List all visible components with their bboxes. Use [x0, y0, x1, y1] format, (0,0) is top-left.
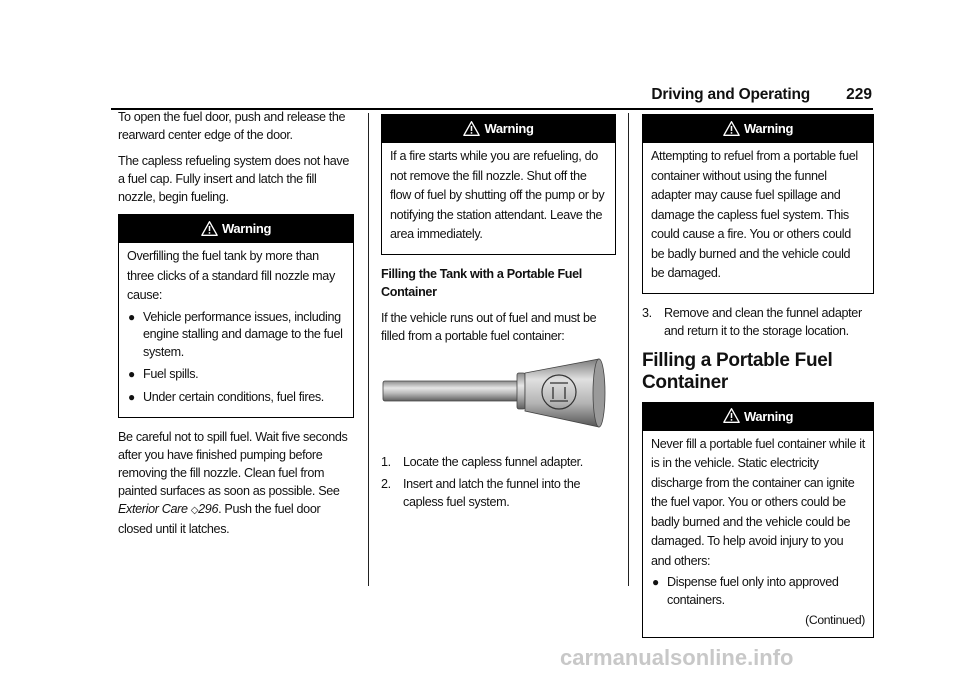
- warning-triangle-icon: [463, 120, 480, 137]
- warning-triangle-icon: [723, 120, 740, 137]
- fuel-door-paragraph: To open the fuel door, push and release the rearward center edge of the door.: [118, 110, 346, 142]
- column-divider-1: [368, 113, 369, 586]
- warning-bullets: [127, 309, 345, 407]
- warning-triangle-icon: [201, 220, 218, 237]
- steps-list: [381, 453, 616, 511]
- spill-paragraph: Be careful not to spill fuel. Wait five seconds after you have finished pumping before removing the fill nozzle. Clean fuel from painted surfaces as soon as possible. See Exterior Care ◇296. Push the fuel door closed until it latches.: [118, 430, 348, 536]
- warning-box-static: [642, 402, 874, 638]
- warning-box-funnel: [642, 114, 874, 294]
- page-header: [0, 76, 960, 103]
- column-2: [381, 108, 616, 515]
- bullet-icon: ●: [128, 389, 135, 404]
- page-ref[interactable]: 296: [198, 502, 219, 516]
- page-number: 229: [846, 86, 872, 103]
- list-item: 3. Remove and clean the funnel adapter and return it to the storage location.: [642, 305, 862, 338]
- list-item: ● Vehicle performance issues, including engine stalling and damage to the fuel system.: [128, 309, 343, 359]
- column-1: [118, 108, 354, 546]
- warning-text: Never fill a portable fuel container while it is in the vehicle. Static electricity discharge from the container can ignite the fuel vapor. You or others could be badly burned and the vehicle could be damaged. To help avoid injury to you and others:: [651, 436, 865, 568]
- warning-title: Warning: [743, 408, 794, 424]
- warning-header: [643, 115, 873, 143]
- continued-label: (Continued): [805, 613, 865, 627]
- warning-header: [119, 215, 353, 243]
- section-heading: Filling a Portable Fuel Container: [642, 349, 833, 393]
- warning-text: If a fire starts while you are refueling, do not remove the fill nozzle. Shut off the flow of fuel by shutting off the pump or by notifying the station attendant. Leave the area immediately.: [390, 149, 605, 241]
- funnel-adapter-icon: [381, 353, 613, 439]
- bullet-icon: ●: [128, 367, 135, 381]
- list-item: 1. Locate the capless funnel adapter.: [381, 454, 583, 469]
- warning-header: [382, 115, 615, 143]
- bullet-icon: ●: [128, 309, 135, 324]
- warning-box-overfill: [118, 214, 354, 418]
- bullet-icon: ●: [652, 575, 659, 589]
- list-item: 2. Insert and latch the funnel into the capless fuel system.: [381, 476, 581, 509]
- funnel-adapter-illustration: [381, 353, 616, 439]
- warning-header: [643, 403, 873, 431]
- column-divider-2: [628, 113, 629, 586]
- portable-intro: If the vehicle runs out of fuel and must be filled from a portable fuel container:: [381, 310, 597, 343]
- warning-text: Overfilling the fuel tank by more than three clicks of a standard fill nozzle may cause:: [127, 249, 335, 302]
- warning-box-fire: [381, 114, 616, 255]
- watermark: carmanualsonline.info: [560, 645, 794, 670]
- steps-list-continued: [642, 304, 874, 340]
- list-item: ● Fuel spills.: [127, 366, 345, 384]
- capless-paragraph: The capless refueling system does not have a fuel cap. Fully insert and latch the fill nozzle, begin fueling.: [118, 154, 350, 204]
- warning-bullets: [651, 574, 865, 609]
- column-3: [642, 108, 874, 648]
- warning-title: Warning: [221, 221, 272, 236]
- list-item: ● Under certain conditions, fuel fires.: [127, 389, 345, 407]
- subheading-portable-fuel: Filling the Tank with a Portable Fuel Container: [381, 266, 582, 299]
- warning-text: Attempting to refuel from a portable fuel container without using the funnel adapter may cause fuel spillage and damage the capless fuel system. This could cause a fire. You or others could be badly burned and the vehicle could be damaged.: [651, 149, 858, 280]
- warning-triangle-icon: [723, 407, 740, 424]
- exterior-care-link[interactable]: Exterior Care: [118, 502, 188, 516]
- page-ref-arrow-icon: ◇: [190, 505, 199, 516]
- section-title: Driving and Operating: [651, 86, 810, 103]
- warning-title: Warning: [743, 121, 794, 136]
- warning-title: Warning: [484, 121, 534, 136]
- list-item: ● Dispense fuel only into approved containers.: [652, 575, 839, 607]
